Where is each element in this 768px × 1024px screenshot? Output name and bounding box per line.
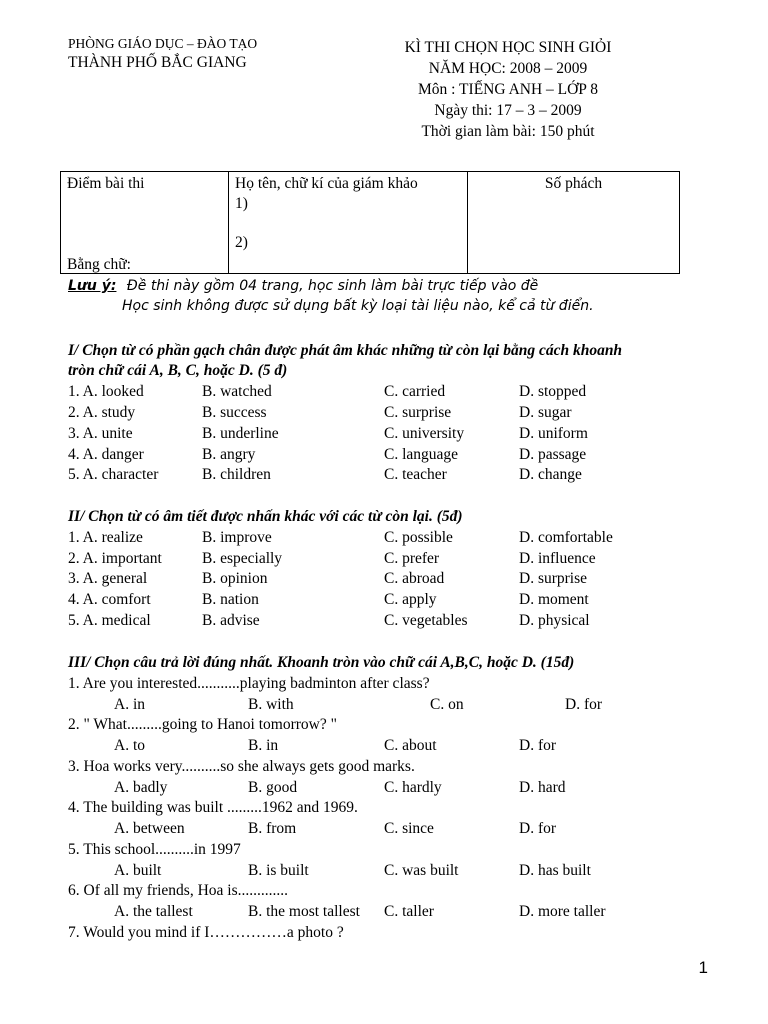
section1-title-line2: tròn chữ cái A, B, C, hoặc D. (5 đ) (68, 362, 288, 379)
option-d: D. for (565, 696, 603, 713)
option-d: D. more taller (519, 903, 606, 920)
option-b: B. children (202, 466, 271, 483)
section1-title-line1: I/ Chọn từ có phần gạch chân được phát âm khác những từ còn lại bằng cách khoanh (68, 342, 623, 359)
city-name: THÀNH PHỐ BẮC GIANG (68, 54, 247, 71)
option-b: B. with (248, 696, 294, 713)
option-b: B. success (202, 404, 267, 421)
option-a: 1. A. realize (68, 529, 143, 546)
option-a: A. the tallest (114, 903, 193, 920)
option-a: A. to (114, 737, 145, 754)
question-text: 4. The building was built .........1962 and 1969. (68, 799, 358, 816)
option-a: A. in (114, 696, 145, 713)
score-cell (61, 172, 229, 274)
option-c: C. vegetables (384, 612, 468, 629)
score-label: Điểm bài thi (67, 175, 145, 192)
option-a: 2. A. important (68, 550, 162, 567)
score-table (60, 171, 680, 274)
option-d: D. for (519, 737, 557, 754)
code-label: Số phách (544, 175, 603, 192)
in-words-label: Bằng chữ: (67, 256, 131, 273)
option-d: D. uniform (519, 425, 588, 442)
option-b: B. from (248, 820, 297, 837)
question-text: 7. Would you mind if I……………a photo ? (68, 924, 344, 941)
code-cell (468, 172, 680, 274)
option-b: B. in (248, 737, 279, 754)
option-c: C. teacher (384, 466, 447, 483)
option-b: B. good (248, 779, 298, 796)
subject-line: Môn : TIẾNG ANH – LỚP 8 (418, 81, 598, 98)
section2-title: II/ Chọn từ có âm tiết được nhấn khác với các từ còn lại. (5đ) (68, 508, 463, 525)
option-b: B. opinion (202, 570, 268, 587)
option-b: B. underline (202, 425, 279, 442)
option-c: C. taller (384, 903, 434, 920)
option-c: C. surprise (384, 404, 452, 421)
option-a: A. badly (114, 779, 168, 796)
option-a: 5. A. character (68, 466, 159, 483)
option-a: A. between (114, 820, 185, 837)
option-d: D. influence (519, 550, 596, 567)
option-b: B. watched (202, 383, 272, 400)
option-d: D. stopped (519, 383, 587, 400)
question-text: 2. " What.........going to Hanoi tomorrow? " (68, 716, 337, 733)
option-c: C. since (384, 820, 434, 837)
option-c: C. apply (384, 591, 437, 608)
examiner-2: 2) (235, 234, 248, 251)
option-a: 3. A. unite (68, 425, 133, 442)
option-d: D. physical (519, 612, 590, 629)
option-c: C. about (384, 737, 437, 754)
option-c: C. prefer (384, 550, 440, 567)
department-name: PHÒNG GIÁO DỤC – ĐÀO TẠO (68, 36, 258, 51)
note-text-1: Đề thi này gồm 04 trang, học sinh làm bài trực tiếp vào đề (126, 278, 539, 294)
examiner-cell (229, 172, 468, 274)
option-a: 3. A. general (68, 570, 148, 587)
option-a: 4. A. comfort (68, 591, 151, 608)
option-d: D. surprise (519, 570, 588, 587)
option-c: C. university (384, 425, 465, 442)
option-d: D. sugar (519, 404, 572, 421)
question-text: 3. Hoa works very..........so she always gets good marks. (68, 758, 415, 775)
option-c: C. carried (384, 383, 446, 400)
option-b: B. the most tallest (248, 903, 360, 920)
option-b: B. especially (202, 550, 283, 567)
option-c: C. abroad (384, 570, 445, 587)
page-number: 1 (698, 958, 708, 977)
section3-title: III/ Chọn câu trả lời đúng nhất. Khoanh tròn vào chữ cái A,B,C, hoặc D. (15đ) (68, 654, 575, 671)
option-d: D. moment (519, 591, 589, 608)
question-text: 5. This school..........in 1997 (68, 841, 241, 858)
note-line-2: Học sinh không được sử dụng bất kỳ loại tài liệu nào, kể cả từ điển. (122, 298, 594, 314)
question-text: 6. Of all my friends, Hoa is............. (68, 882, 288, 899)
option-a: 1. A. looked (68, 383, 144, 400)
option-b: B. nation (202, 591, 259, 608)
exam-date: Ngày thi: 17 – 3 – 2009 (434, 102, 582, 119)
option-b: B. improve (202, 529, 272, 546)
school-year: NĂM HỌC: 2008 – 2009 (428, 60, 588, 77)
option-c: C. on (430, 696, 464, 713)
question-text: 1. Are you interested...........playing badminton after class? (68, 675, 430, 692)
exam-duration: Thời gian làm bài: 150 phút (421, 123, 595, 140)
option-b: B. is built (248, 862, 309, 879)
option-a: 4. A. danger (68, 446, 144, 463)
option-b: B. angry (202, 446, 256, 463)
examiner-1: 1) (235, 195, 248, 212)
option-a: 2. A. study (68, 404, 136, 421)
option-c: C. was built (384, 862, 459, 879)
note-line-1 (68, 278, 538, 294)
option-c: C. hardly (384, 779, 442, 796)
note-label: Lưu ý: (68, 278, 117, 294)
option-c: C. possible (384, 529, 453, 546)
option-c: C. language (384, 446, 459, 463)
option-d: D. change (519, 466, 582, 483)
option-d: D. comfortable (519, 529, 613, 546)
option-d: D. has built (519, 862, 591, 879)
examiner-label: Họ tên, chữ kí của giám khảo (235, 175, 418, 192)
option-a: A. built (114, 862, 162, 879)
option-d: D. passage (519, 446, 587, 463)
exam-title: KÌ THI CHỌN HỌC SINH GIỎI (404, 39, 612, 56)
option-a: 5. A. medical (68, 612, 151, 629)
option-d: D. for (519, 820, 557, 837)
option-b: B. advise (202, 612, 260, 629)
option-d: D. hard (519, 779, 566, 796)
